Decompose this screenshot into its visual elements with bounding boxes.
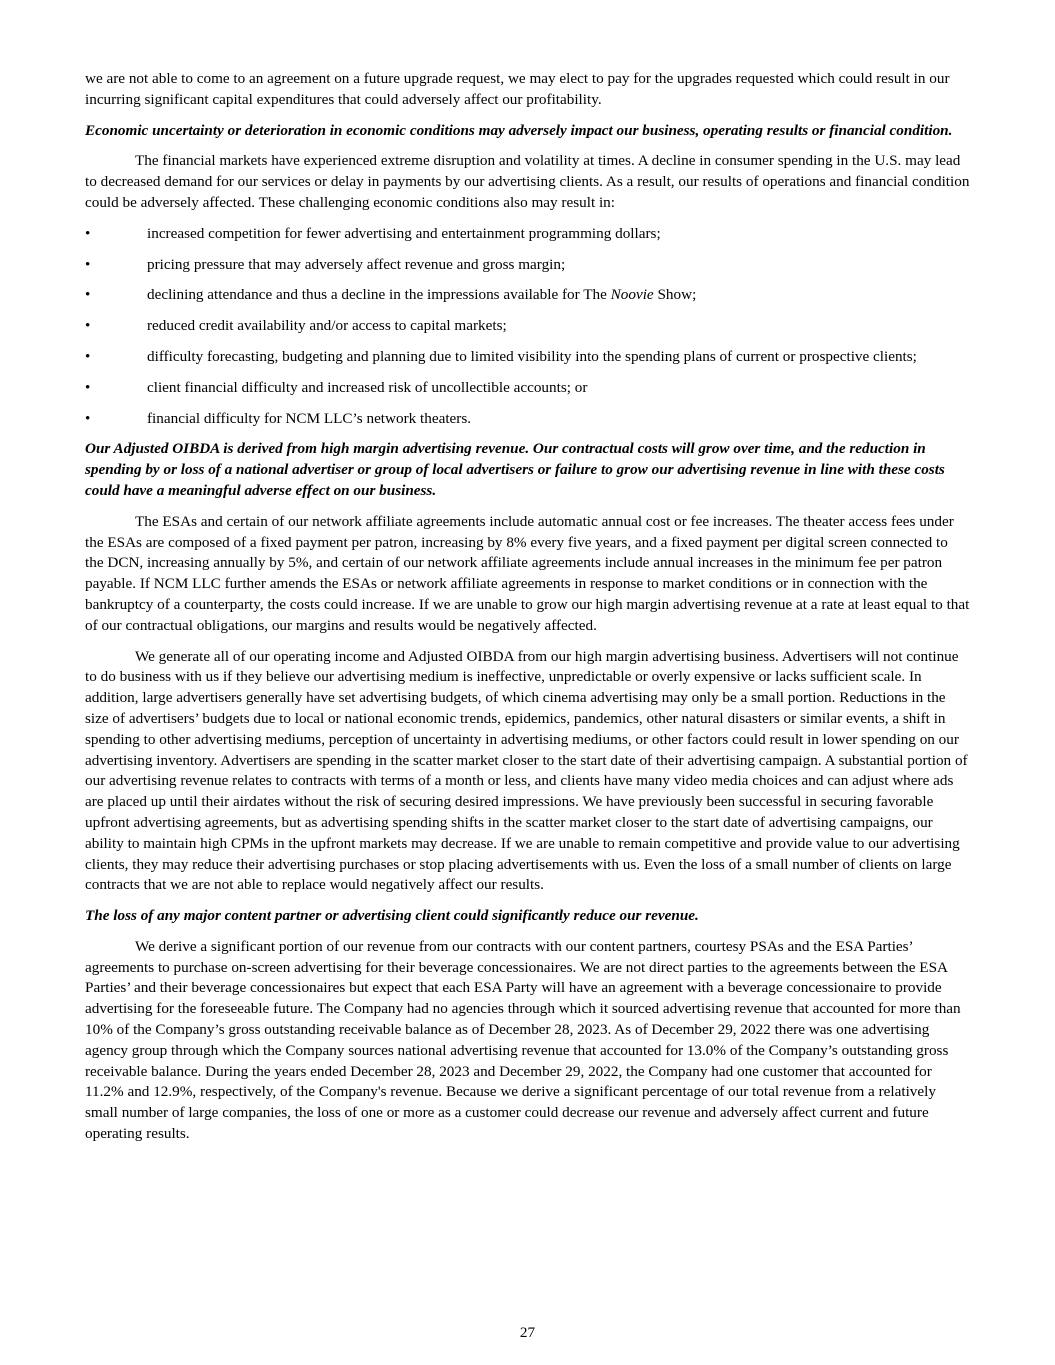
risk-heading-content-partner: The loss of any major content partner or advertising client could significantly reduce our revenue.: [85, 907, 699, 925]
continuation-paragraph: we are not able to come to an agreement on a future upgrade request, we may elect to pay for the upgrades requested which could result in our incurring significant capital expenditures that could adversely affect our profitability.: [85, 70, 950, 108]
list-item-text: pricing pressure that may adversely affect revenue and gross margin;: [147, 255, 566, 273]
oibda-paragraph-costs: The ESAs and certain of our network affiliate agreements include automatic annual cost or fee increases. The theater access fees under the ESAs are composed of a fixed payment per patron, increasing by 8% every five years, and a fixed payment per digital screen connected to the DCN, increasing annually by 5%, and certain of our network affiliate agreements include annual increases in the minimum fee per patron payable. If NCM LLC further amends the ESAs or network affiliate agreements in response to market conditions or in connection with the bankruptcy of a counterparty, the costs could increase. If we are unable to grow our high margin advertising revenue at a rate at least equal to that of our contractual obligations, our margins and results would be negatively affected.: [85, 512, 970, 634]
list-item: [85, 316, 970, 337]
document-page: [85, 69, 970, 1155]
risk-heading-economic: Economic uncertainty or deterioration in economic conditions may adversely impact our business, operating results or financial condition.: [85, 121, 953, 139]
oibda-paragraph-advertisers: We generate all of our operating income and Adjusted OIBDA from our high margin advertising business. Advertisers will not continue to do business with us if they believe our advertising medium is ineffective, unpredictable or overly expensive or lacks sufficient scale. In addition, large advertisers generally have set advertising budgets, of which cinema advertising may only be a small portion. Reductions in the size of advertisers’ budgets due to local or national economic trends, epidemics, pandemics, other natural disasters or similar events, a shift in spending to other advertising mediums, perception of uncertainty in advertising mediums, or other factors could result in lower spending on our advertising inventory. Advertisers are spending in the scatter market closer to the start date of their advertising campaign. A substantial portion of our advertising revenue relates to contracts with terms of a month or less, and clients have many video media choices and can adjust where ads are placed up until their airdates without the risk of securing desired impressions. We have previously been successful in securing favorable upfront advertising agreements, but as advertising spending shifts in the scatter market closer to the start date of advertising campaigns, our ability to maintain high CPMs in the upfront markets may decrease. If we are unable to remain competitive and provide value to our advertising clients, they may reduce their advertising purchases or stop placing advertisements with us. Even the loss of a small number of clients on large contracts that we are not able to replace would negatively affect our results.: [85, 647, 968, 894]
bullet-symbol: •: [85, 224, 91, 242]
noovie-brand-text: Noovie: [610, 286, 654, 304]
list-item-text: difficulty forecasting, budgeting and planning due to limited visibility into the spending plans of current or prospective clients;: [147, 347, 917, 365]
bullet-symbol: •: [85, 317, 91, 335]
list-item-text: financial difficulty for NCM LLC’s network theaters.: [147, 409, 472, 427]
bullet-symbol: •: [85, 286, 91, 304]
list-item-text-suffix: Show;: [653, 286, 697, 304]
list-item: [85, 347, 970, 368]
list-item-text: client financial difficulty and increased risk of uncollectible accounts; or: [147, 378, 588, 396]
bullet-symbol: •: [85, 255, 91, 273]
bullet-symbol: •: [85, 347, 91, 365]
list-item-text: [147, 285, 970, 306]
list-item-text-prefix: declining attendance and thus a decline in the impressions available for The: [147, 286, 611, 304]
economic-conditions-list: [85, 224, 970, 430]
list-item-text: reduced credit availability and/or access to capital markets;: [147, 317, 507, 335]
list-item: [85, 224, 970, 245]
content-partner-paragraph: We derive a significant portion of our revenue from our contracts with our content partners, courtesy PSAs and the ESA Parties’ agreements to purchase on-screen advertising for their beverage concessionaires. We are not direct parties to the agreements between the ESA Parties’ and their beverage concessionaires but expect that each ESA Party will have an agreement with a beverage concessionaire to provide advertising for the foreseeable future. The Company had no agencies through which it sourced advertising revenue that accounted for more than 10% of the Company’s gross outstanding receivable balance as of December 28, 2023. As of December 29, 2022 there was one advertising agency group through which the Company sources national advertising revenue that accounted for 13.0% of the Company’s outstanding gross receivable balance. During the years ended December 28, 2023 and December 29, 2022, the Company had one customer that accounted for 11.2% and 12.9%, respectively, of the Company's revenue. Because we derive a significant percentage of our total revenue from a relatively small number of large companies, the loss of one or more as a customer could decrease our revenue and adversely affect current and future operating results.: [85, 937, 961, 1143]
page-number: 27: [519, 1324, 536, 1341]
list-item: [85, 255, 970, 276]
list-item: [85, 378, 970, 399]
bullet-symbol: •: [85, 409, 91, 427]
list-item: [85, 285, 970, 306]
risk-heading-adjusted-oibda: Our Adjusted OIBDA is derived from high margin advertising revenue. Our contractual costs will grow over time, and the reduction in spending by or loss of a national advertiser or group of local advertisers or failure to grow our advertising revenue in line with these costs could have a meaningful adverse effect on our business.: [85, 440, 945, 499]
bullet-symbol: •: [85, 378, 91, 396]
economic-intro-paragraph: The financial markets have experienced extreme disruption and volatility at times. A decline in consumer spending in the U.S. may lead to decreased demand for our services or delay in payments by our advertising clients. As a result, our results of operations and financial condition could be adversely affected. These challenging economic conditions also may result in:: [85, 152, 970, 211]
list-item-text: increased competition for fewer advertising and entertainment programming dollars;: [147, 224, 661, 242]
list-item: [85, 409, 970, 430]
